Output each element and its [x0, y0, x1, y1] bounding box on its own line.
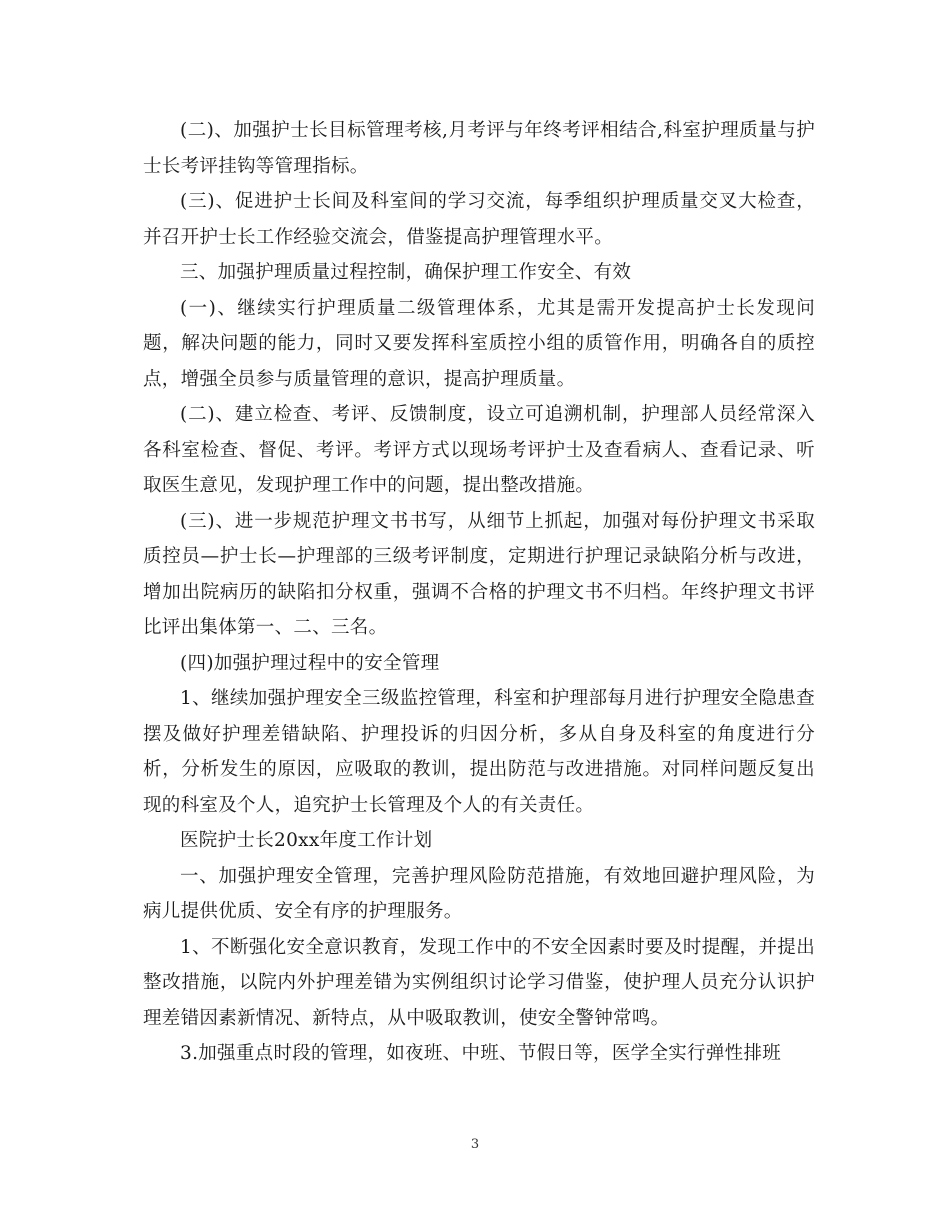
- paragraph-6: 1、继续加强护理安全三级监控管理，科室和护理部每月进行护理安全隐患查摆及做好护理差错缺陷、护理投诉的归因分析，多从自身及科室的角度进行分析，分析发生的原因，应吸取的教训，提出防范与改进措施。对同样问题反复出现的科室及个人，追究护士长管理及个人的有关责任。: [143, 688, 815, 816]
- paragraph-3: (一)、继续实行护理质量二级管理体系，尤其是需开发提高护士长发现问题，解决问题的能力，同时又要发挥科室质控小组的质管作用，明确各自的质控点，增强全员参与质量管理的意识，提高护理质量。: [143, 297, 815, 390]
- subheading-4: (四)加强护理过程中的安全管理: [180, 652, 440, 674]
- paragraph-5: (三)、进一步规范护理文书书写，从细节上抓起，加强对每份护理文书采取质控员—护士长—护理部的三级考评制度，定期进行护理记录缺陷分析与改进，增加出院病历的缺陷扣分权重，强调不合格的护理文书不归档。年终护理文书评比评出集体第一、二、三名。: [143, 510, 815, 638]
- section-heading-3: 三、加强护理质量过程控制，确保护理工作安全、有效: [180, 262, 632, 283]
- paragraph-9: 3.加强重点时段的管理，如夜班、中班、节假日等，医学全实行弹性排班: [180, 1043, 782, 1064]
- paragraph-4: (二)、建立检查、考评、反馈制度，设立可追溯机制，护理部人员经常深入各科室检查、督促、考评。考评方式以现场考评护士及查看病人、查看记录、听取医生意见，发现护理工作中的问题，提出整改措施。: [143, 404, 815, 496]
- document-body: [143, 113, 815, 1072]
- paragraph-2: (三)、促进护士长间及科室间的学习交流，每季组织护理质量交叉大检查，并召开护士长工作经验交流会，借鉴提高护理管理水平。: [143, 191, 815, 248]
- paragraph-7: 一、加强护理安全管理，完善护理风险防范措施，有效地回避护理风险，为病儿提供优质、安全有序的护理服务。: [143, 865, 815, 922]
- paragraph-8: 1、不断强化安全意识教育，发现工作中的不安全因素时要及时提醒，并提出整改措施，以院内外护理差错为实例组织讨论学习借鉴，使护理人员充分认识护理差错因素新情况、新特点，从中吸取教训，使安全警钟常鸣。: [143, 936, 815, 1029]
- page-number: 3: [470, 1137, 480, 1152]
- plan-title: 医院护士长20xx年度工作计划: [180, 830, 433, 851]
- paragraph-1: (二)、加强护士长目标管理考核,月考评与年终考评相结合,科室护理质量与护士长考评挂钩等管理指标。: [143, 120, 815, 177]
